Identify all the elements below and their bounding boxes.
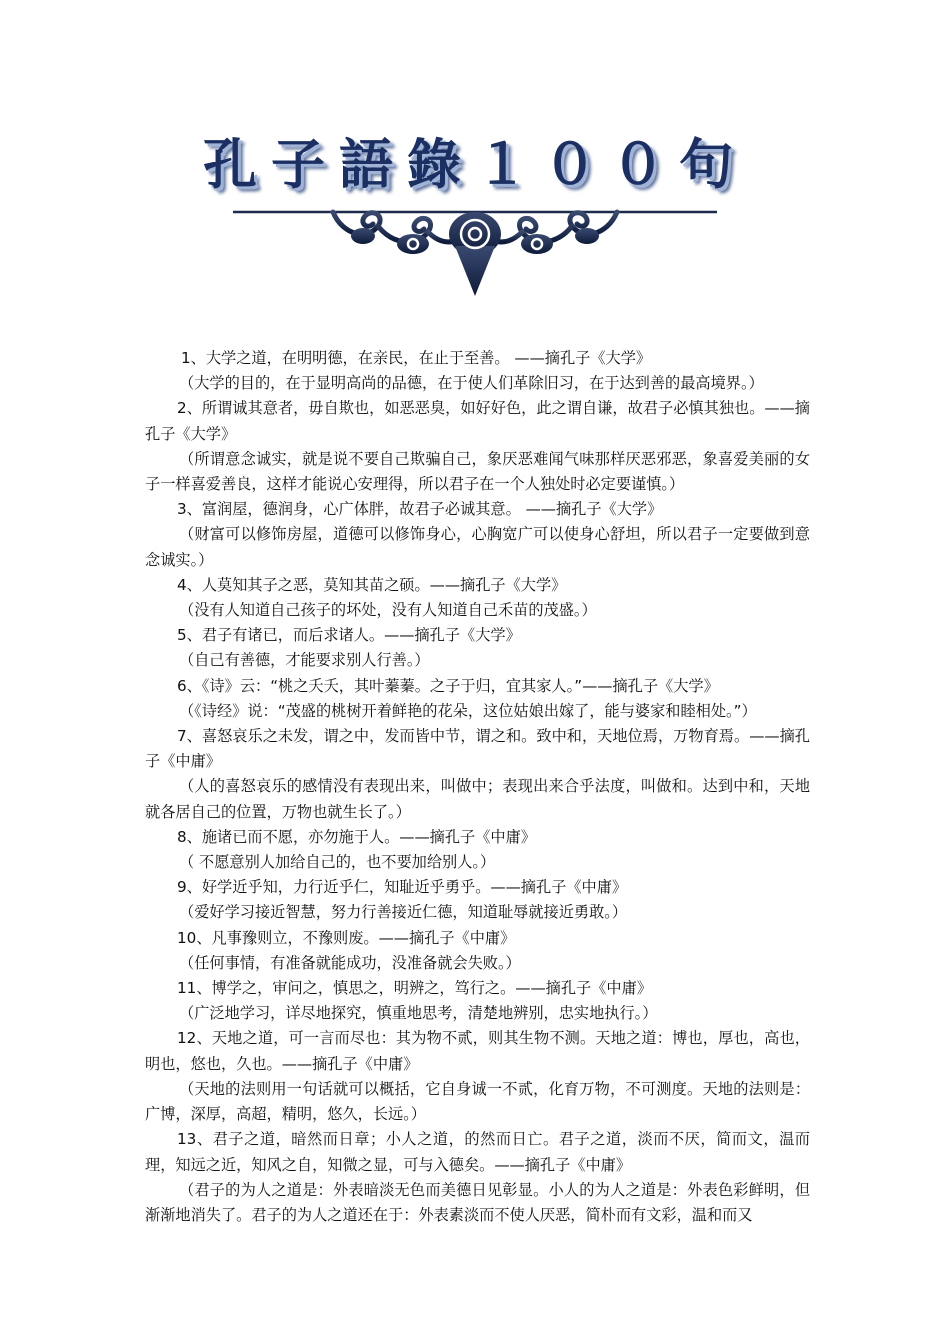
quote-item: 10、凡事豫则立，不豫则废。——摘孔子《中庸》 <box>177 928 516 947</box>
quote-translation: （ 不愿意别人加给自己的，也不要加给别人。） <box>179 853 496 872</box>
page-title: 孔子語錄１００句 <box>203 132 747 196</box>
quote-item: 4、人莫知其子之恶，莫知其苗之硕。——摘孔子《大学》 <box>177 575 567 594</box>
quote-translation: （人的喜怒哀乐的感情没有表现出来，叫做中；表现出来合乎法度，叫做和。达到中和，天地就各居自己的位置，万物也就生长了。） <box>145 777 810 821</box>
quote-item: 6、《诗》云：“桃之夭夭，其叶蓁蓁。之子于归，宜其家人。”——摘孔子《大学》 <box>177 676 719 695</box>
quote-translation: （广泛地学习，详尽地探究，慎重地思考，清楚地辨别，忠实地执行。） <box>179 1004 658 1023</box>
quote-item: 5、君子有诸已，而后求诸人。——摘孔子《大学》 <box>177 626 521 645</box>
quote-item: 12、天地之道，可一言而尽也：其为物不贰，则其生物不测。天地之道：博也，厚也，高也，明也，悠也，久也。——摘孔子《中庸》 <box>145 1029 810 1073</box>
quote-item: 13、君子之道，暗然而日章；小人之道，的然而日亡。君子之道，淡而不厌，简而文，温而理，知远之近，知风之自，知微之显，可与入德矣。——摘孔子《中庸》 <box>145 1130 810 1174</box>
scroll-ornament-divider-icon <box>233 196 717 300</box>
quote-item: 9、好学近乎知，力行近乎仁，知耻近乎勇乎。——摘孔子《中庸》 <box>177 878 628 897</box>
quote-translation: （大学的目的，在于显明高尚的品德，在于使人们革除旧习，在于达到善的最高境界。） <box>179 374 764 393</box>
quote-item: 11、博学之，审问之，慎思之，明辨之，笃行之。——摘孔子《中庸》 <box>177 979 652 998</box>
quote-item: 8、施诸已而不愿，亦勿施于人。——摘孔子《中庸》 <box>177 827 536 846</box>
quote-translation: （任何事情，有准备就能成功，没准备就会失败。） <box>179 953 521 972</box>
quote-item: 7、喜怒哀乐之未发，谓之中，发而皆中节，谓之和。致中和，天地位焉，万物育焉。——摘孔子《中庸》 <box>145 727 810 771</box>
quote-translation: （所谓意念诚实，就是说不要自己欺骗自己，象厌恶难闻气味那样厌恶邪恶，象喜爱美丽的女子一样喜爱善良，这样才能说心安理得，所以君子在一个人独处时必定要谨慎。） <box>145 449 810 494</box>
quote-translation: （天地的法则用一句话就可以概括，它自身诚一不贰，化育万物，不可测度。天地的法则是：广博，深厚，高超，精明，悠久，长远。） <box>145 1079 810 1124</box>
quote-item: 1、大学之道，在明明德，在亲民，在止于至善。 ——摘孔子《大学》 <box>181 349 652 367</box>
quote-translation: （自己有善德，才能要求别人行善。） <box>179 651 430 670</box>
quotes-list <box>145 346 810 1228</box>
quote-translation: （君子的为人之道是：外表暗淡无色而美德日见彰显。小人的为人之道是：外表色彩鲜明，但渐渐地消失了。君子的为人之道还在于：外表素淡而不使人厌恶，简朴而有文彩，温和而又 <box>145 1180 810 1224</box>
quote-translation: （没有人知道自己孩子的坏处，没有人知道自己禾苗的茂盛。） <box>179 601 597 620</box>
quote-item: 3、富润屋，德润身，心广体胖，故君子必诚其意。 ——摘孔子《大学》 <box>177 500 663 519</box>
quote-translation: （财富可以修饰房屋，道德可以修饰身心，心胸宽广可以使身心舒坦，所以君子一定要做到意念诚实。） <box>145 525 810 569</box>
quote-translation: （《诗经》说：“茂盛的桃树开着鲜艳的花朵，这位姑娘出嫁了，能与婆家和睦相处。”） <box>179 701 757 720</box>
quote-item: 2、所谓诚其意者，毋自欺也，如恶恶臭，如好好色，此之谓自谦，故君子必慎其独也。——摘孔子《大学》 <box>145 399 810 443</box>
quote-translation: （爱好学习接近智慧，努力行善接近仁德，知道耻辱就接近勇敢。） <box>179 903 628 922</box>
